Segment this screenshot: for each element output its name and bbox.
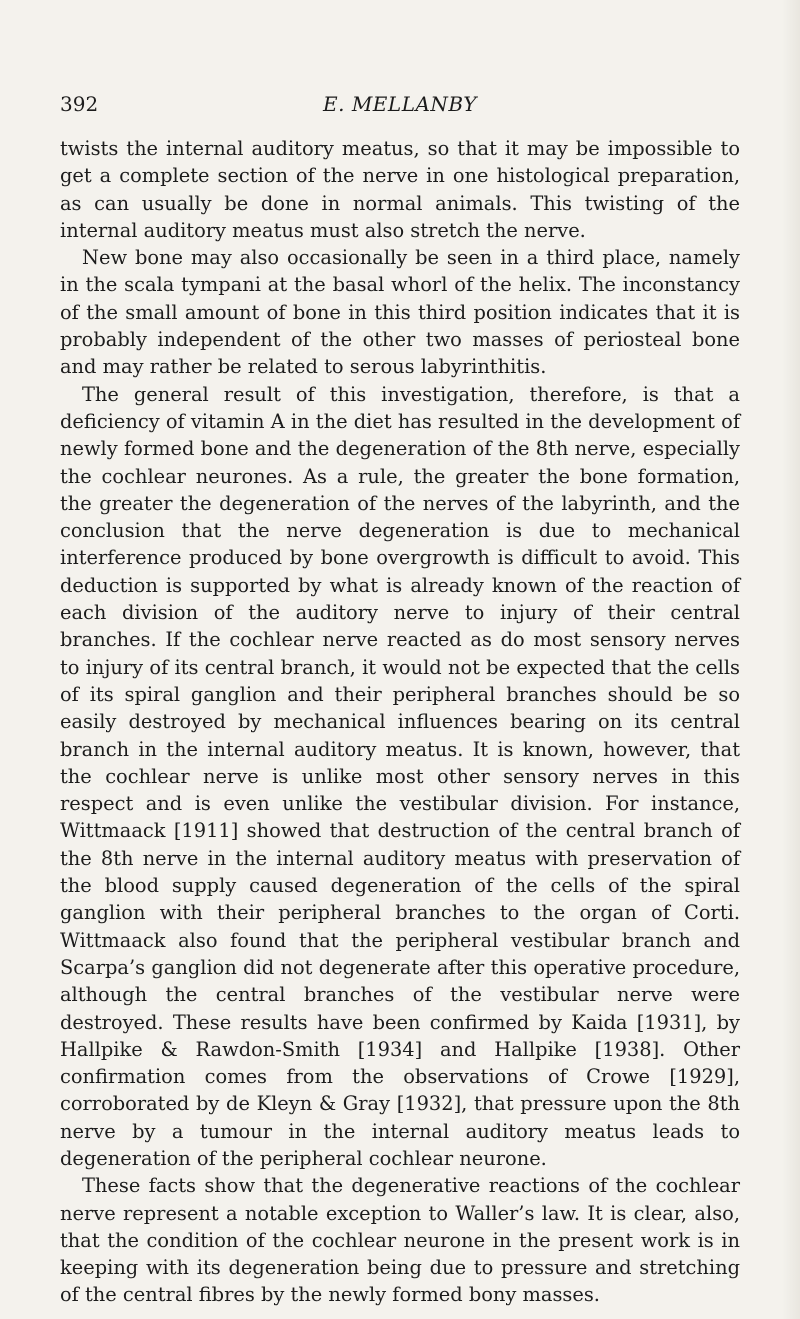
paragraph-3: The general result of this investigation, therefore, is that a deficiency of vitamin A in the diet has resulted in the development of newly formed bone and the degeneration of the 8th nerve, especially the cochlear neurones. As a rule, the greater the bone formation, the greater the degeneration of the nerves of the labyrinth, and the conclusion that the nerve degeneration is due to mechanical interference produced by bone overgrowth is difficult to avoid. This deduction is supported by what is already known of the reaction of each division of the auditory nerve to injury of their central branches. If the cochlear nerve reacted as do most sensory nerves to injury of its central branch, it would not be expected that the cells of its spiral ganglion and their peripheral branches should be so easily destroyed by mechanical influences bearing on its central branch in the internal auditory meatus. It is known, however, that the cochlear nerve is unlike most other sensory nerves in this respect and is even unlike the vestibular division. For instance, Wittmaack [1911] showed that destruction of the central branch of the 8th nerve in the internal auditory meatus with preservation of the blood supply caused degeneration of the cells of the spiral ganglion with their peripheral branches to the organ of Corti. Wittmaack also found that the peripheral vestibular branch and Scarpa’s ganglion did not degenerate after this operative procedure, although the central branches of the vestibular nerve were destroyed. These results have been confirmed by Kaida [1931], by Hallpike & Rawdon-Smith [1934] and Hallpike [1938]. Other confirmation comes from the observations of Crowe [1929], corroborated by de Kleyn & Gray [1932], that pressure upon the 8th nerve by a tumour in the internal auditory meatus leads to degeneration of the peripheral cochlear neurone. — [60, 382, 740, 1170]
running-head — [60, 92, 740, 122]
paragraph-4: These facts show that the degenerative reactions of the cochlear nerve represent a notable exception to Waller’s law. It is clear, also, that the condition of the cochlear neurone in the present work is in keeping with its degeneration being due to pressure and stretching of the central fibres by the newly formed bony masses. — [60, 1174, 740, 1307]
body-text — [60, 135, 740, 1309]
paragraph-2: New bone may also occasionally be seen in a third place, namely in the scala tympani at the basal whorl of the helix. The inconstancy of the small amount of bone in this third position indicates that it is probably independent of the other two masses of periosteal bone and may rather be related to serous labyrinthitis. — [60, 246, 740, 379]
paragraph-1: twists the internal auditory meatus, so that it may be impossible to get a complete section of the nerve in one histological preparation, as can usually be done in normal animals. This twisting of the internal auditory meatus must also stretch the nerve. — [60, 137, 740, 242]
running-title: E. MELLANBY — [323, 92, 477, 116]
page-edge-shadow — [782, 0, 800, 1319]
page-number: 392 — [60, 92, 99, 116]
